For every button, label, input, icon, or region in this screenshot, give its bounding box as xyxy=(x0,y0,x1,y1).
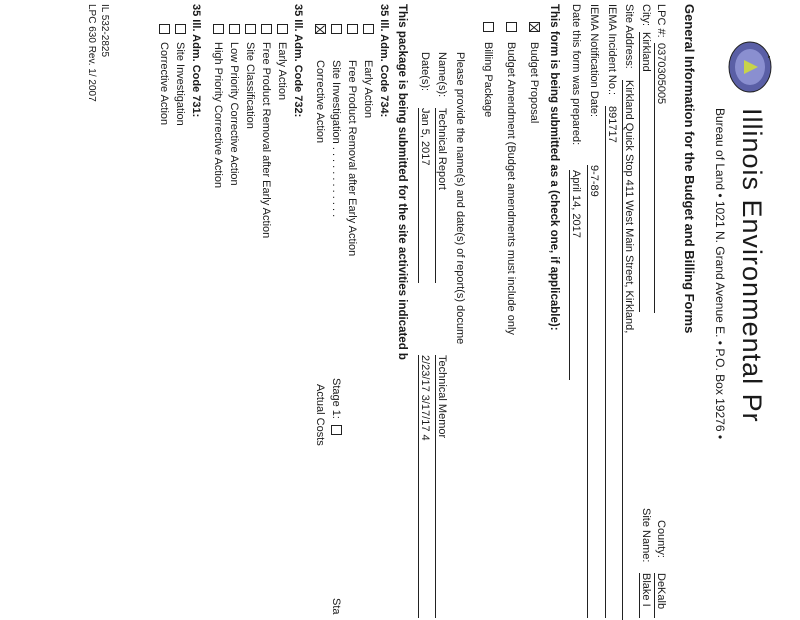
dates-value-2: 2/23/17 3/17/17 4 xyxy=(418,355,431,618)
734-early-action-checkbox[interactable] xyxy=(363,24,374,34)
734-corrective-action-checkbox[interactable] xyxy=(315,24,326,34)
734-stage-overflow: Sta xyxy=(330,598,342,615)
general-info-heading: General Information for the Budget and Billing Forms xyxy=(682,4,697,334)
dates-value-1: Jan 5, 2017 xyxy=(418,108,431,283)
732-low-priority-checkbox[interactable] xyxy=(229,24,240,34)
county-value: DeKalb xyxy=(654,573,667,618)
code-732-heading: 35 Ill. Adm. Code 732: xyxy=(292,4,304,118)
731-site-investigation-checkbox[interactable] xyxy=(175,24,186,34)
prepared-value: April 14, 2017 xyxy=(569,170,582,380)
site-name-label: Site Name: xyxy=(640,508,652,563)
732-site-classification-checkbox[interactable] xyxy=(245,24,256,34)
734-site-investigation-label: Site Investigation . . . . . . . . . . . . xyxy=(330,60,342,218)
732-high-priority-label: High Priority Corrective Action xyxy=(212,42,224,189)
names-value-1: Technical Report xyxy=(435,108,448,283)
734-site-investigation-checkbox[interactable] xyxy=(331,24,342,34)
budget-proposal-label: Budget Proposal xyxy=(528,42,540,124)
734-free-product-label: Free Product Removal after Early Action xyxy=(346,60,358,257)
dates-label: Date(s): xyxy=(419,52,431,92)
732-high-priority-checkbox[interactable] xyxy=(213,24,224,34)
iema-date-label: IEMA Notification Date: xyxy=(588,4,600,118)
731-corrective-action-label: Corrective Action xyxy=(158,42,170,126)
732-free-product-label: Free Product Removal after Early Action xyxy=(260,42,272,239)
budget-amendment-label: Budget Amendment (Budget amendments must include only xyxy=(505,42,517,335)
lpc-value: 0370305005 xyxy=(654,43,667,313)
734-stage-label: Stage 1: xyxy=(330,378,342,419)
734-early-action-label: Early Action xyxy=(362,60,374,119)
732-free-product-checkbox[interactable] xyxy=(261,24,272,34)
budget-proposal-checkbox[interactable] xyxy=(529,22,540,32)
report-instructions: Please provide the name(s) and date(s) of report(s) docume xyxy=(454,52,466,345)
site-name-value: Blake I xyxy=(639,573,652,618)
billing-package-label: Billing Package xyxy=(482,42,494,118)
lpc-label: LPC #: xyxy=(655,4,667,38)
code-734-heading: 35 Ill. Adm. Code 734: xyxy=(378,4,390,118)
iema-incident-value: 891717 xyxy=(605,106,618,618)
732-site-classification-label: Site Classification xyxy=(244,42,256,129)
iema-date-value: 9-7-89 xyxy=(587,165,600,618)
submission-heading: This form is being submitted as a (check one, if applicable): xyxy=(548,4,560,331)
site-address-label: Site Address: xyxy=(623,4,635,69)
code-731-heading: 35 Ill. Adm. Code 731: xyxy=(190,4,202,118)
734-actual-costs-label: Actual Costs xyxy=(314,384,326,446)
iema-incident-label: IEMA Incident No.: xyxy=(606,4,618,96)
734-stage-1-checkbox[interactable] xyxy=(331,425,342,435)
732-low-priority-label: Low Priority Corrective Action xyxy=(228,42,240,186)
site-address-value: Kirkland Quick Stop 411 West Main Street, Kirkland, xyxy=(622,80,635,620)
731-site-investigation-label: Site Investigation xyxy=(174,42,186,126)
732-early-action-label: Early Action xyxy=(276,42,288,101)
budget-amendment-checkbox[interactable] xyxy=(506,22,517,32)
names-label: Name(s): xyxy=(436,52,448,98)
prepared-label: Date this form was prepared: xyxy=(570,4,582,146)
package-heading: This package is being submitted for the site activities indicated b xyxy=(396,4,408,360)
form-id-line: IL 532-2825 xyxy=(99,4,110,58)
731-corrective-action-checkbox[interactable] xyxy=(159,24,170,34)
agency-title: Illinois Environmental Pr xyxy=(737,108,767,423)
732-early-action-checkbox[interactable] xyxy=(277,24,288,34)
city-value: Kirkland xyxy=(639,32,652,312)
form-rev-line: LPC 630 Rev. 1/ 2007 xyxy=(86,4,97,102)
734-corrective-action-label: Corrective Action xyxy=(314,60,326,144)
iepa-logo-icon xyxy=(726,40,774,94)
address-line: Bureau of Land • 1021 N. Grand Avenue E. • P.O. Box 19276 • xyxy=(713,108,727,440)
names-value-2: Technical Memor xyxy=(435,355,448,618)
scan-speck xyxy=(768,56,770,58)
734-free-product-checkbox[interactable] xyxy=(347,24,358,34)
county-label: County: xyxy=(655,520,667,558)
billing-package-checkbox[interactable] xyxy=(483,22,494,32)
city-label: City: xyxy=(640,4,652,26)
